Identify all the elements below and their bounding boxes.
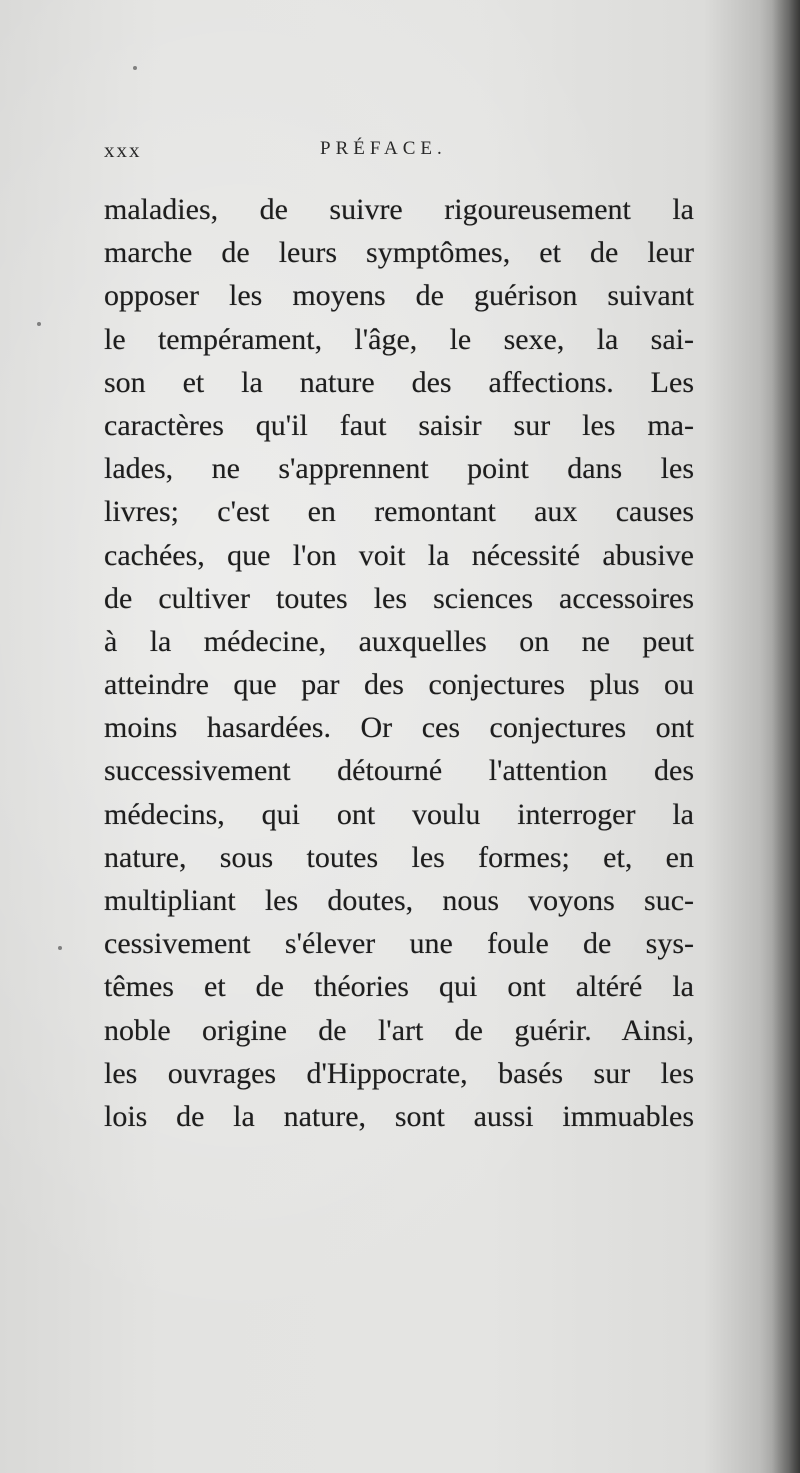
text-line: lois de la nature, sont aussi immuables	[104, 1099, 694, 1133]
ink-speck	[133, 66, 137, 70]
ink-speck	[37, 322, 41, 326]
text-line: les ouvrages d'Hippocrate, basés sur les	[104, 1056, 694, 1090]
running-head: PRÉFACE.	[320, 138, 447, 159]
text-line: moins hasardées. Or ces conjectures ont	[104, 711, 694, 745]
ink-speck	[58, 946, 62, 950]
text-line: lades, ne s'apprennent point dans les	[104, 452, 694, 486]
text-line: multipliant les doutes, nous voyons suc-	[104, 884, 694, 917]
page-number: xxx	[104, 138, 142, 162]
text-line: cessivement s'élever une foule de sys-	[104, 927, 694, 961]
text-line: son et la nature des affections. Les	[104, 365, 694, 399]
text-line: noble origine de l'art de guérir. Ainsi,	[104, 1013, 694, 1047]
text-line: médecins, qui ont voulu interroger la	[104, 797, 694, 831]
text-line: le tempérament, l'âge, le sexe, la sai-	[104, 322, 694, 356]
text-line: à la médecine, auxquelles on ne peut	[104, 624, 694, 658]
text-line: maladies, de suivre rigoureusement la	[104, 193, 694, 226]
text-line: atteindre que par des conjectures plus ou	[104, 668, 694, 702]
text-line: opposer les moyens de guérison suivant	[104, 279, 694, 313]
page-edge-shadow	[772, 0, 800, 1473]
text-line: nature, sous toutes les formes; et, en	[104, 840, 694, 874]
text-line: livres; c'est en remontant aux causes	[104, 495, 694, 529]
text-line: cachées, que l'on voit la nécessité abusive	[104, 538, 694, 572]
body-text	[104, 188, 694, 1138]
text-line: successivement détourné l'attention des	[104, 754, 694, 788]
text-line: de cultiver toutes les sciences accessoires	[104, 581, 694, 615]
text-line: caractères qu'il faut saisir sur les ma-	[104, 408, 694, 442]
text-line: têmes et de théories qui ont altéré la	[104, 970, 694, 1004]
page-header	[104, 138, 694, 168]
text-line: marche de leurs symptômes, et de leur	[104, 236, 694, 270]
